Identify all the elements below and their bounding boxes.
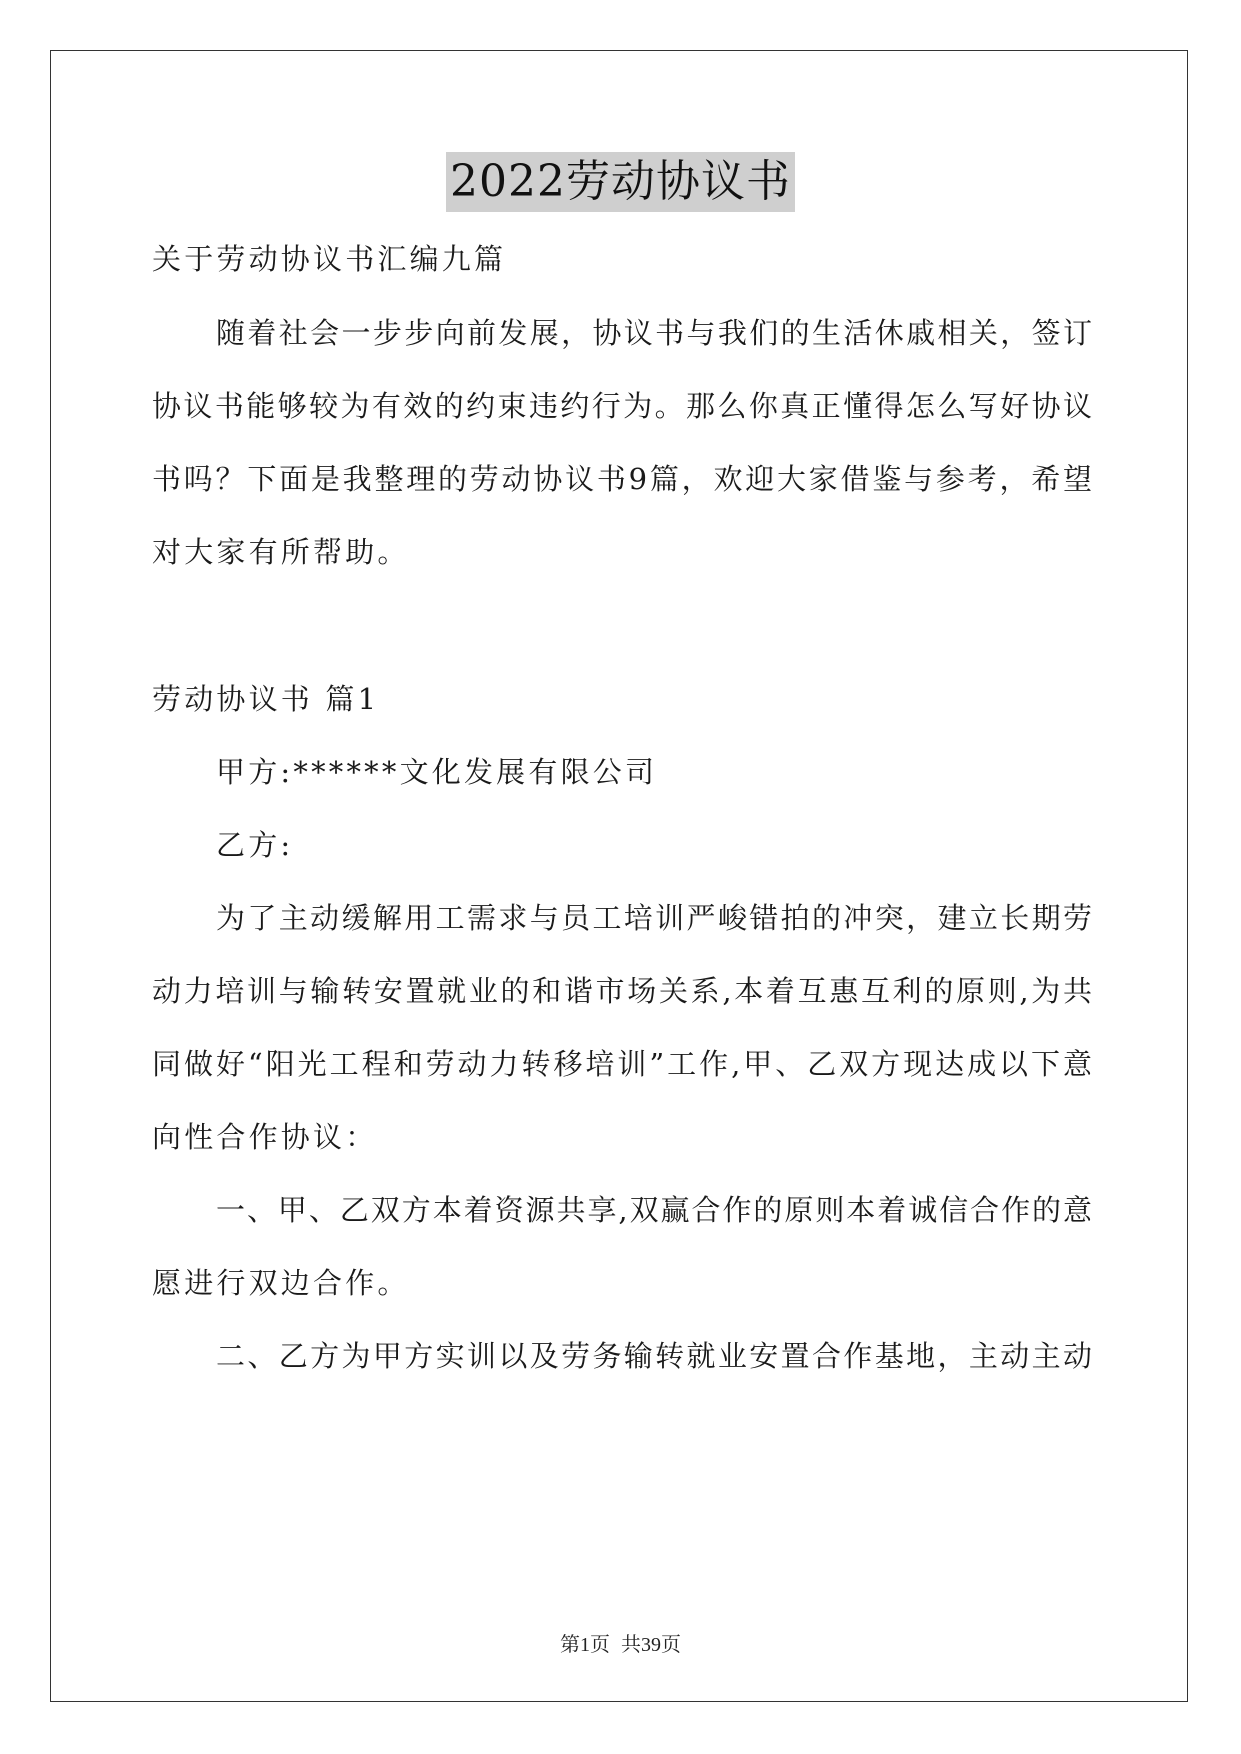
page-border (50, 50, 1188, 1702)
body-line-3: 同做好“阳光工程和劳动力转移培训”工作,甲、乙双方现达成以下意 (152, 1047, 1092, 1081)
document-title: 2022劳动协议书 (446, 152, 795, 212)
party-b: 乙方: (216, 828, 294, 862)
intro-line-2: 协议书能够较为有效的约束违约行为。那么你真正懂得怎么写好协议 (152, 389, 1092, 423)
intro-line-3: 书吗？下面是我整理的劳动协议书9篇，欢迎大家借鉴与参考，希望 (152, 462, 1092, 496)
intro-line-4: 对大家有所帮助。 (152, 535, 410, 569)
party-a: 甲方:******文化发展有限公司 (216, 755, 658, 789)
page-footer (0, 1628, 1241, 1657)
page-total: 共39页 (621, 1634, 681, 1656)
body-line-2: 动力培训与输转安置就业的和谐市场关系,本着互惠互利的原则,为共 (152, 974, 1092, 1008)
page-number: 第1页 (560, 1634, 610, 1656)
body-line-4: 向性合作协议： (152, 1120, 378, 1154)
title-wrap (0, 152, 1241, 212)
section-heading: 劳动协议书 篇1 (152, 682, 380, 716)
body-line-1: 为了主动缓解用工需求与员工培训严峻错拍的冲突，建立长期劳 (216, 901, 1092, 935)
document-subtitle: 关于劳动协议书汇编九篇 (152, 242, 507, 276)
intro-line-1: 随着社会一步步向前发展，协议书与我们的生活休戚相关，签订 (216, 316, 1092, 350)
body-line-6: 愿进行双边合作。 (152, 1266, 410, 1300)
body-line-7: 二、乙方为甲方实训以及劳务输转就业安置合作基地，主动主动 (216, 1339, 1092, 1373)
body-line-5: 一、甲、乙双方本着资源共享,双赢合作的原则本着诚信合作的意 (216, 1193, 1092, 1227)
